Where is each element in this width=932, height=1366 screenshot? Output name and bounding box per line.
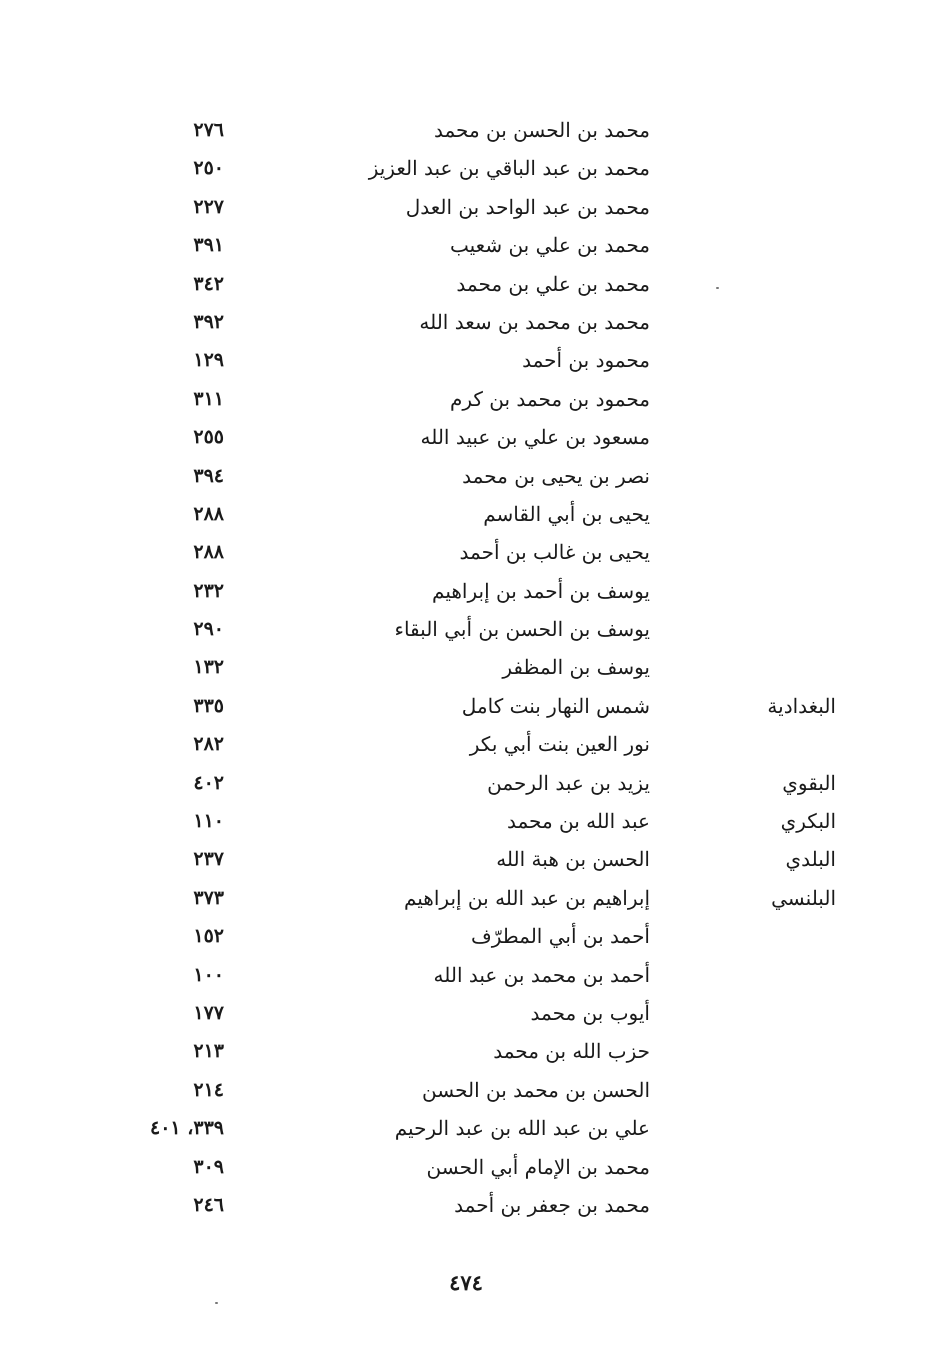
entry-page-numbers: ٢٨٨ [193, 541, 224, 564]
entry-page-numbers: ٢٥٥ [193, 426, 224, 449]
index-entry [0, 112, 932, 150]
index-entry [0, 957, 932, 995]
entry-name: يوسف بن المظفر [502, 655, 650, 680]
entry-name: يوسف بن الحسن بن أبي البقاء [394, 617, 650, 642]
index-entry [0, 880, 932, 918]
entry-page-numbers: ٣٣٥ [193, 694, 224, 717]
entry-name: محمود بن أحمد [522, 348, 650, 373]
entry-page-numbers: ٢٣٧ [193, 848, 224, 871]
entry-name: حزب الله بن محمد [493, 1039, 650, 1064]
entry-page-numbers: ٣٩٤ [193, 464, 224, 487]
index-entry [0, 1149, 932, 1187]
entry-page-numbers: ١٥٢ [193, 925, 224, 948]
index-entry [0, 227, 932, 265]
index-entry [0, 304, 932, 342]
index-entry [0, 1187, 932, 1225]
index-entries [0, 112, 932, 1225]
index-entry [0, 841, 932, 879]
entry-name: الحسن بن هبة الله [496, 847, 650, 872]
entry-page-numbers: ٣٩٢ [193, 310, 224, 333]
index-entry [0, 649, 932, 687]
entry-name: نصر بن يحيى بن محمد [462, 463, 650, 488]
index-entry [0, 266, 932, 304]
entry-page-numbers: ٤٠٢ [193, 771, 224, 794]
entry-name: محمود بن محمد بن كرم [449, 386, 650, 411]
index-entry [0, 496, 932, 534]
entry-name: يزيد بن عبد الرحمن [487, 770, 650, 795]
index-entry [0, 1110, 932, 1148]
index-entry [0, 419, 932, 457]
page-number: ٤٧٤ [449, 1270, 483, 1295]
entry-page-numbers: ٢١٣ [193, 1040, 224, 1063]
entry-page-numbers: ١٧٧ [193, 1001, 224, 1024]
entry-name: محمد بن علي بن شعيب [450, 233, 650, 258]
entry-name: أيوب بن محمد [530, 1000, 650, 1025]
index-entry [0, 573, 932, 611]
entry-page-numbers: ١٣٢ [193, 656, 224, 679]
entry-name: الحسن بن محمد بن الحسن [422, 1077, 650, 1102]
entry-page-numbers: ٣٩١ [193, 234, 224, 257]
paper-speck [716, 287, 719, 289]
index-entry [0, 611, 932, 649]
index-entry [0, 726, 932, 764]
entry-name: شمس النهار بنت كامل [461, 693, 650, 718]
entry-page-numbers: ٢٨٢ [193, 733, 224, 756]
index-entry [0, 1072, 932, 1110]
entry-name: أحمد بن أبي المطرّف [470, 924, 650, 949]
entry-nisba: البقوي [782, 770, 836, 795]
entry-page-numbers: ١٢٩ [193, 349, 224, 372]
entry-name: يحيى بن غالب بن أحمد [459, 540, 650, 565]
entry-page-numbers: ٣٤٢ [193, 272, 224, 295]
index-entry [0, 458, 932, 496]
index-entry [0, 534, 932, 572]
index-entry [0, 189, 932, 227]
entry-name: محمد بن محمد بن سعد الله [419, 309, 650, 334]
entry-page-numbers: ٣٧٣ [193, 886, 224, 909]
entry-name: محمد بن عبد الواحد بن العدل [405, 194, 650, 219]
index-entry [0, 342, 932, 380]
entry-page-numbers: ٣٠٩ [193, 1155, 224, 1178]
index-entry [0, 688, 932, 726]
entry-name: مسعود بن علي بن عبيد الله [420, 425, 650, 450]
entry-name: يوسف بن أحمد بن إبراهيم [432, 578, 650, 603]
entry-page-numbers: ٢١٤ [193, 1078, 224, 1101]
entry-name: يحيى بن أبي القاسم [483, 501, 650, 526]
entry-name: محمد بن الحسن بن محمد [433, 118, 650, 142]
entry-name: أحمد بن محمد بن عبد الله [433, 962, 650, 987]
entry-page-numbers: ١١٠ [193, 810, 224, 833]
entry-page-numbers: ٢٤٦ [193, 1193, 224, 1216]
entry-name: محمد بن علي بن محمد [456, 271, 650, 296]
entry-nisba: البلدي [785, 847, 836, 872]
entry-nisba: البغدادية [767, 693, 836, 718]
entry-name: عبد الله بن محمد [506, 809, 650, 834]
paper-speck [215, 1302, 218, 1304]
entry-name: نور العين بنت أبي بكر [469, 732, 650, 757]
index-entry [0, 381, 932, 419]
entry-page-numbers: ٢٣٢ [193, 579, 224, 602]
index-entry [0, 1033, 932, 1071]
entry-page-numbers: ٣٣٩، ٤٠١ [150, 1117, 224, 1140]
entry-page-numbers: ٢٨٨ [193, 502, 224, 525]
entry-nisba: البلنسي [771, 885, 836, 910]
entry-page-numbers: ١٠٠ [193, 963, 224, 986]
entry-name: محمد بن الإمام أبي الحسن [426, 1154, 650, 1179]
entry-name: إبراهيم بن عبد الله بن إبراهيم [403, 885, 650, 910]
entry-name: محمد بن جعفر بن أحمد [454, 1192, 650, 1217]
index-entry [0, 803, 932, 841]
entry-page-numbers: ٢٩٠ [193, 618, 224, 641]
entry-page-numbers: ٣١١ [193, 387, 224, 410]
index-entry [0, 765, 932, 803]
index-entry [0, 918, 932, 956]
index-entry [0, 150, 932, 188]
index-entry [0, 995, 932, 1033]
entry-page-numbers: ٢٧٦ [193, 119, 224, 141]
entry-page-numbers: ٢٥٠ [193, 157, 224, 180]
entry-page-numbers: ٢٢٧ [193, 195, 224, 218]
entry-name: علي بن عبد الله بن عبد الرحيم [394, 1116, 650, 1141]
entry-name: محمد بن عبد الباقي بن عبد العزيز [368, 156, 650, 181]
entry-nisba: البكري [780, 809, 836, 834]
